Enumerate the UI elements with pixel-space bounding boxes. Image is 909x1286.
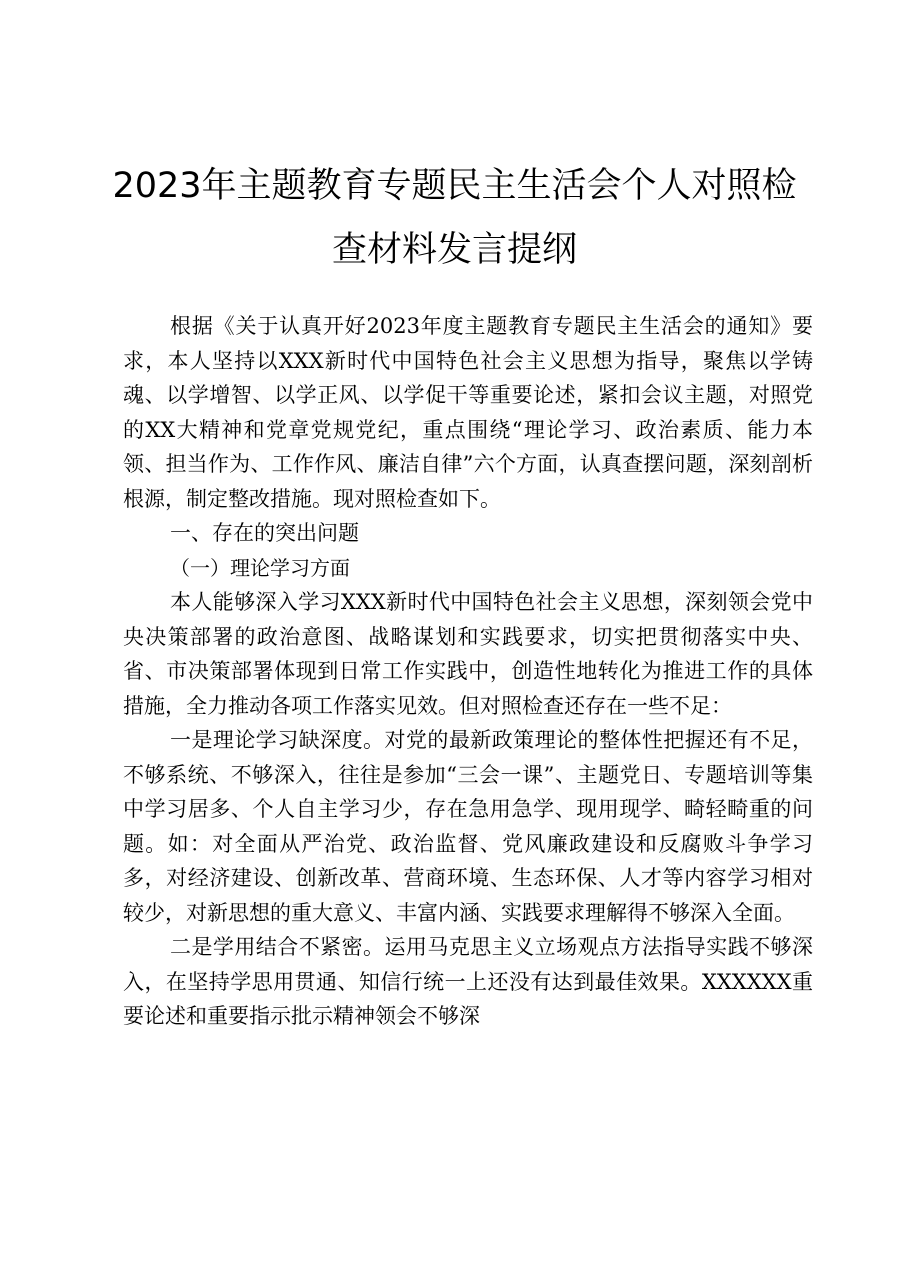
section-heading: 一、存在的突出问题 bbox=[170, 521, 359, 545]
document-title-line-2: 查材料发言提纲 bbox=[331, 230, 577, 270]
document-title-line-1: 2023年主题教育专题民主生活会个人对照检 bbox=[112, 166, 797, 206]
document-body bbox=[123, 309, 813, 1034]
intro-paragraph: 根据《关于认真开好2023年度主题教育专题民主生活会的通知》要求，本人坚持以XXX新时代中国特色社会主义思想为指导，聚焦以学铸魂、以学增智、以学正风、以学促干等重要论述，紧扣会议主题，对照党的XX大精神和党章党规党纪，重点围绕“理论学习、政治素质、能力本领、担当作为、工作作风、廉洁自律”六个方面，认真查摆问题，深刻剖析根源，制定整改措施。现对照检查如下。 bbox=[123, 314, 813, 511]
body-paragraph: 一是理论学习缺深度。对党的最新政策理论的整体性把握还有不足，不够系统、不够深入，往往是参加“三会一课”、主题党日、专题培训等集中学习居多、个人自主学习少，存在急用急学、现用现学、畸轻畸重的问题。如：对全面从严治党、政治监督、党风廉政建设和反腐败斗争学习多，对经济建设、创新改革、营商环境、生态环保、人才等内容学习相对较少，对新思想的重大意义、丰富内涵、实践要求理解得不够深入全面。 bbox=[123, 728, 813, 925]
body-paragraph: 二是学用结合不紧密。运用马克思主义立场观点方法指导实践不够深入，在坚持学思用贯通、知信行统一上还没有达到最佳效果。XXXXXX重要论述和重要指示批示精神领会不够深 bbox=[123, 935, 813, 1028]
subsection-heading: （一）理论学习方面 bbox=[170, 555, 350, 580]
body-paragraph: 本人能够深入学习XXX新时代中国特色社会主义思想，深刻领会党中央决策部署的政治意图、战略谋划和实践要求，切实把贯彻落实中央、省、市决策部署体现到日常工作实践中，创造性地转化为推进工作的具体措施，全力推动各项工作落实见效。但对照检查还存在一些不足： bbox=[123, 590, 813, 718]
